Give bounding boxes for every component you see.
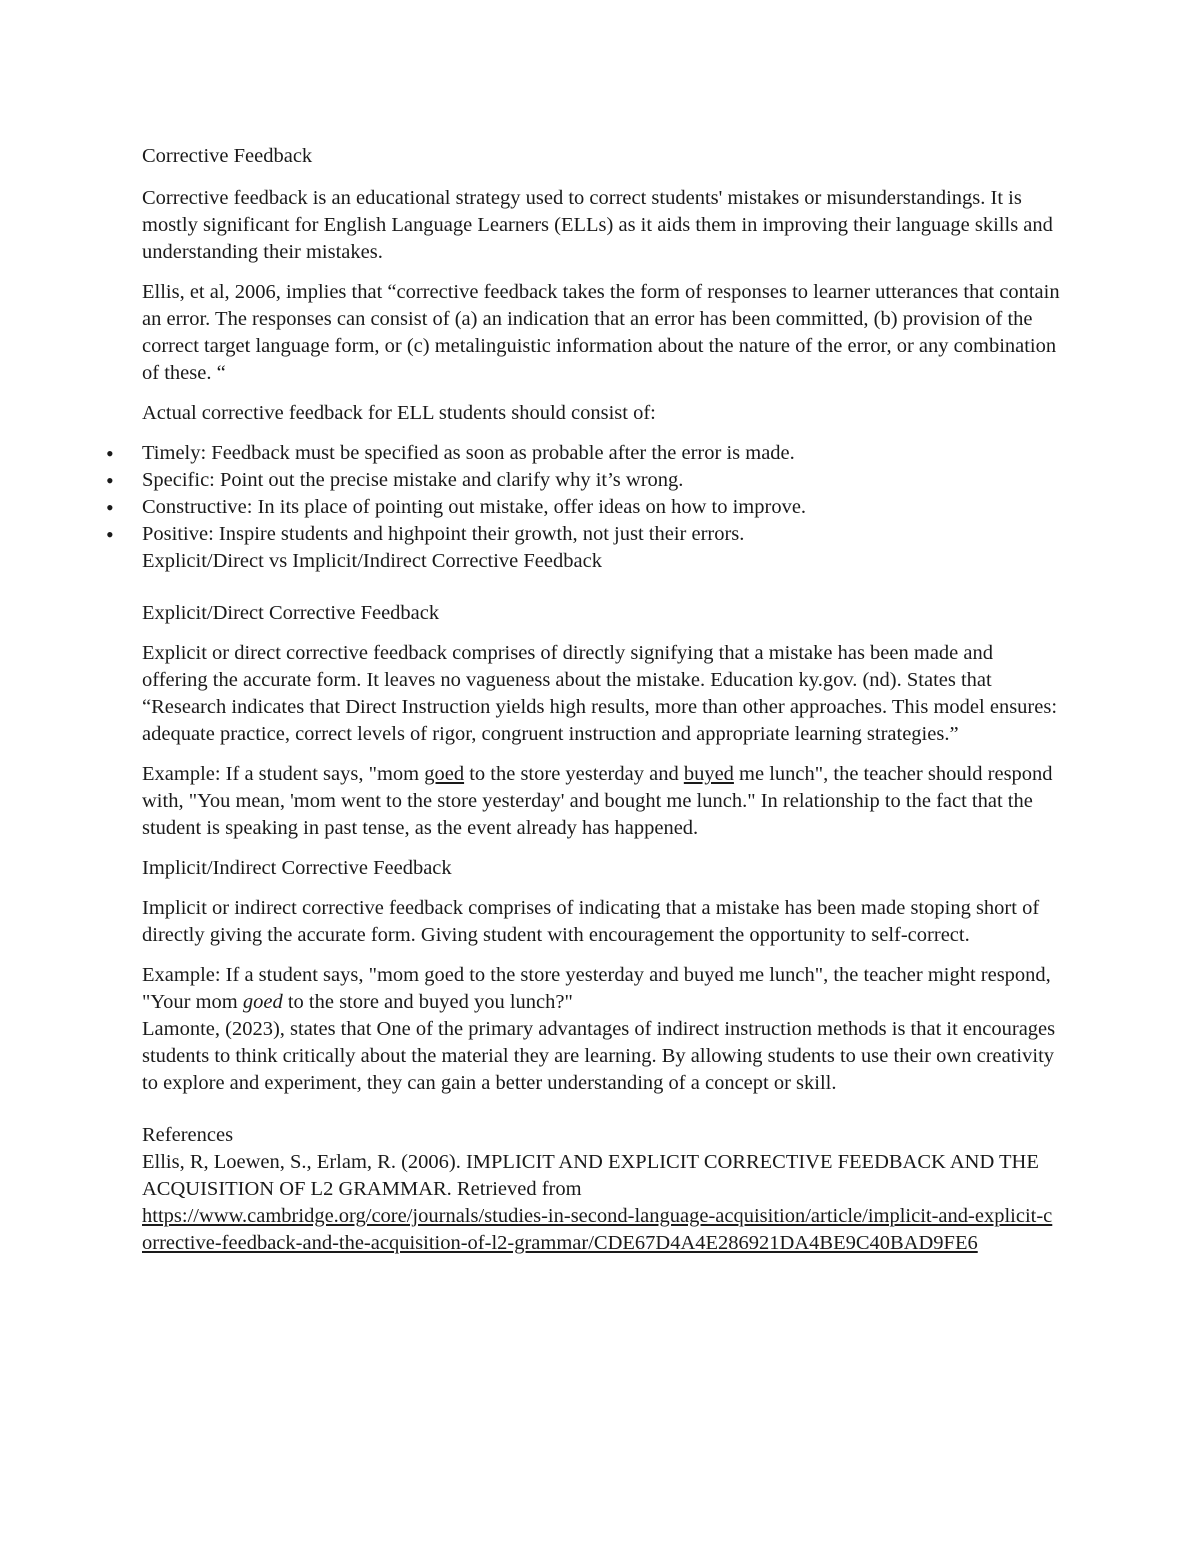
explicit-example-text-3: me lunch", the teacher should respond with, "You mean, 'mom went to the store yesterday' and bought me lunch." In relationship to the fact that the student is speaking in past tense, as the event already has happened. xyxy=(142,763,1053,839)
references-heading: References xyxy=(142,1124,234,1146)
explicit-body: Explicit or direct corrective feedback comprises of directly signifying that a mistake has been made and offering the accurate form. It leaves no vagueness about the mistake. Education ky.gov. (nd). States that “Research indicates that Direct Instruction yields high results, more than other approaches. This model ensures: adequate practice, correct levels of rigor, congruent instruction and appropriate learning strategies.” xyxy=(142,642,1058,745)
reference-url-link[interactable]: https://www.cambridge.org/core/journals/studies-in-second-language-acquisition/article/implicit-and-explicit-corrective-feedback-and-the-acquisition-of-l2-grammar/CDE67D4A4E286921DA4BE9C40BAD9FE6 xyxy=(142,1205,1053,1254)
actual-feedback-intro: Actual corrective feedback for ELL students should consist of: xyxy=(142,402,656,424)
explicit-example-text-1: Example: If a student says, "mom xyxy=(142,763,425,785)
explicit-example xyxy=(142,761,1062,842)
implicit-example xyxy=(142,962,1062,1016)
implicit-example-text-2: to the store and buyed you lunch?" xyxy=(282,991,573,1013)
intro-paragraph: Corrective feedback is an educational strategy used to correct students' mistakes or misunderstandings. It is mostly significant for English Language Learners (ELLs) as it aids them in improving their language skills and understanding their mistakes. xyxy=(142,187,1053,263)
document-title: Corrective Feedback xyxy=(142,145,313,167)
ellis-quote-paragraph: Ellis, et al, 2006, implies that “corrective feedback takes the form of responses to learner utterances that contain an error. The responses can consist of (a) an indication that an error has been committed, (b) provision of the correct target language form, or (c) metalinguistic information about the nature of the error, or any combination of these. “ xyxy=(142,281,1060,384)
feedback-criteria-list xyxy=(142,440,1062,548)
references-section xyxy=(142,1122,1062,1257)
implicit-example-text-1: Example: If a student says, "mom goed to the store yesterday and buyed me lunch", the teacher might respond, "Your mom xyxy=(142,964,1051,1013)
implicit-body: Implicit or indirect corrective feedback comprises of indicating that a mistake has been made stoping short of directly giving the accurate form. Giving student with encouragement the opportunity to self-correct. xyxy=(142,897,1040,946)
reference-entry: Ellis, R, Loewen, S., Erlam, R. (2006). IMPLICIT AND EXPLICIT CORRECTIVE FEEDBACK AND THE ACQUISITION OF L2 GRAMMAR. Retrieved from xyxy=(142,1151,1039,1200)
implicit-heading: Implicit/Indirect Corrective Feedback xyxy=(142,857,452,879)
comparison-heading: Explicit/Direct vs Implicit/Indirect Corrective Feedback xyxy=(142,550,602,572)
italic-word-goed: goed xyxy=(242,991,283,1013)
list-item-timely: • Timely: Feedback must be specified as soon as probable after the error is made. xyxy=(142,440,1062,467)
underlined-word-goed: goed xyxy=(424,763,465,785)
document-page xyxy=(142,143,1062,1257)
list-item-specific: • Specific: Point out the precise mistake and clarify why it’s wrong. xyxy=(142,467,1062,494)
list-item-constructive: • Constructive: In its place of pointing out mistake, offer ideas on how to improve. xyxy=(142,494,1062,521)
list-item-positive: • Positive: Inspire students and highpoint their growth, not just their errors. xyxy=(142,521,1062,548)
lamonte-paragraph: Lamonte, (2023), states that One of the primary advantages of indirect instruction methods is that it encourages students to think critically about the material they are learning. By allowing students to use their own creativity to explore and experiment, they can gain a better understanding of a concept or skill. xyxy=(142,1018,1056,1094)
underlined-word-buyed: buyed xyxy=(683,763,734,785)
explicit-heading: Explicit/Direct Corrective Feedback xyxy=(142,602,440,624)
explicit-example-text-2: to the store yesterday and xyxy=(464,763,684,785)
